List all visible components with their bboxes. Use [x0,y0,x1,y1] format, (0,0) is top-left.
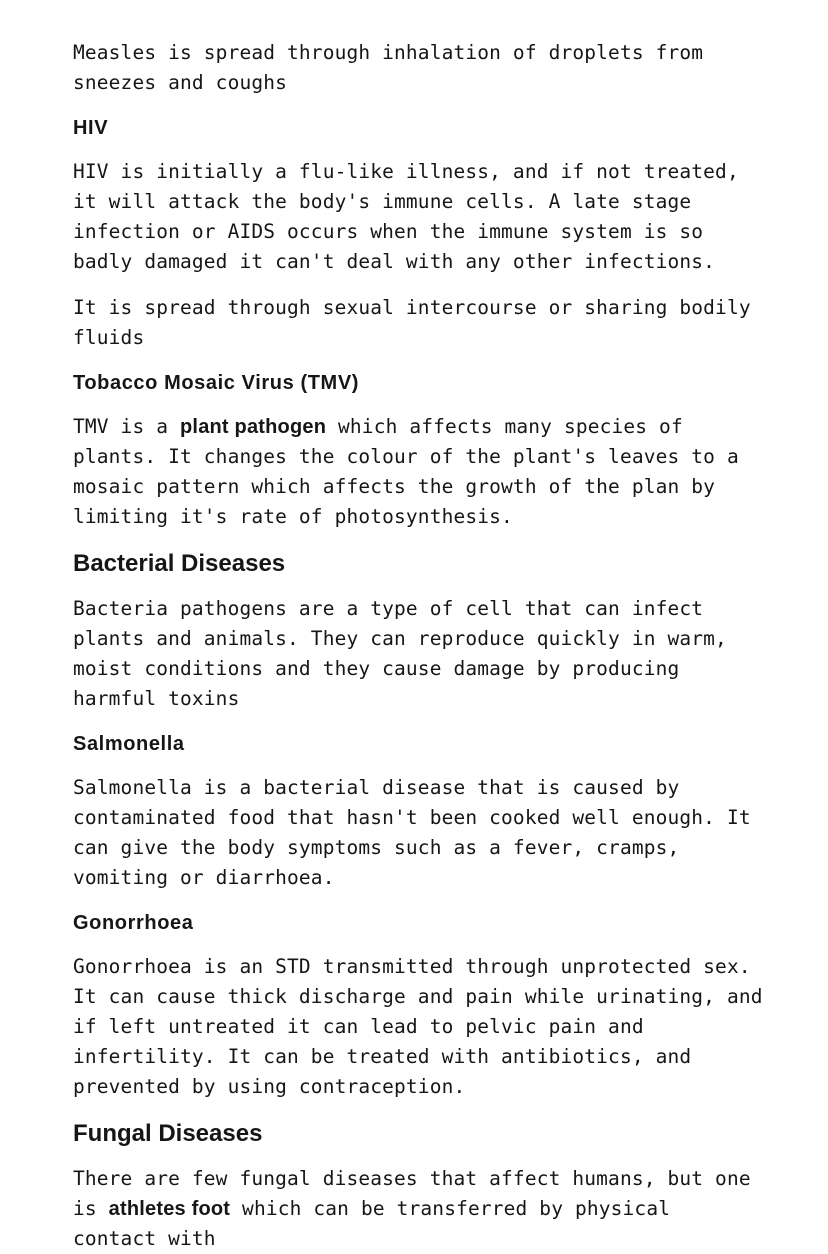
fungal-paragraph-rest: which can be transferred by physical contact with [73,1197,671,1250]
fungal-paragraph-lead: There are few fungal diseases that affect humans, but one is [73,1167,751,1220]
bacterial-diseases-heading: Bacterial Diseases [73,550,286,577]
document-page [73,38,763,1254]
tmv-heading: Tobacco Mosaic Virus (TMV) [73,372,360,394]
gonorrhoea-paragraph: Gonorrhoea is an STD transmitted through unprotected sex. It can cause thick discharge and pain while urinating, and if left untreated it can lead to pelvic pain and infertility. It can be treated with antibiotics, and prevented by using contraception. [73,955,763,1098]
fungal-diseases-paragraph [73,1164,763,1254]
fungal-diseases-heading: Fungal Diseases [73,1120,263,1147]
measles-spread-paragraph: Measles is spread through inhalation of droplets from sneezes and coughs [73,41,704,94]
gonorrhoea-heading: Gonorrhoea [73,912,194,934]
tmv-paragraph-rest: which affects many species of plants. It changes the colour of the plant's leaves to a mosaic pattern which affects the growth of the plan by limiting it's rate of photosynthesis. [73,415,739,528]
plant-pathogen-term: plant pathogen [180,416,327,438]
salmonella-heading: Salmonella [73,733,185,755]
hiv-spread-paragraph: It is spread through sexual intercourse or sharing bodily fluids [73,296,751,349]
athletes-foot-term: athletes foot [108,1198,231,1220]
tmv-paragraph [73,412,763,532]
hiv-heading: HIV [73,117,109,139]
tmv-paragraph-lead: TMV is a [73,415,181,438]
bacterial-diseases-paragraph: Bacteria pathogens are a type of cell that can infect plants and animals. They can reproduce quickly in warm, moist conditions and they cause damage by producing harmful toxins [73,597,727,710]
salmonella-paragraph: Salmonella is a bacterial disease that is caused by contaminated food that hasn't been cooked well enough. It can give the body symptoms such as a fever, cramps, vomiting or diarrhoea. [73,776,751,889]
hiv-description-paragraph: HIV is initially a flu-like illness, and if not treated, it will attack the body's immune cells. A late stage infection or AIDS occurs when the immune system is so badly damaged it can't deal with any other infections. [73,160,739,273]
